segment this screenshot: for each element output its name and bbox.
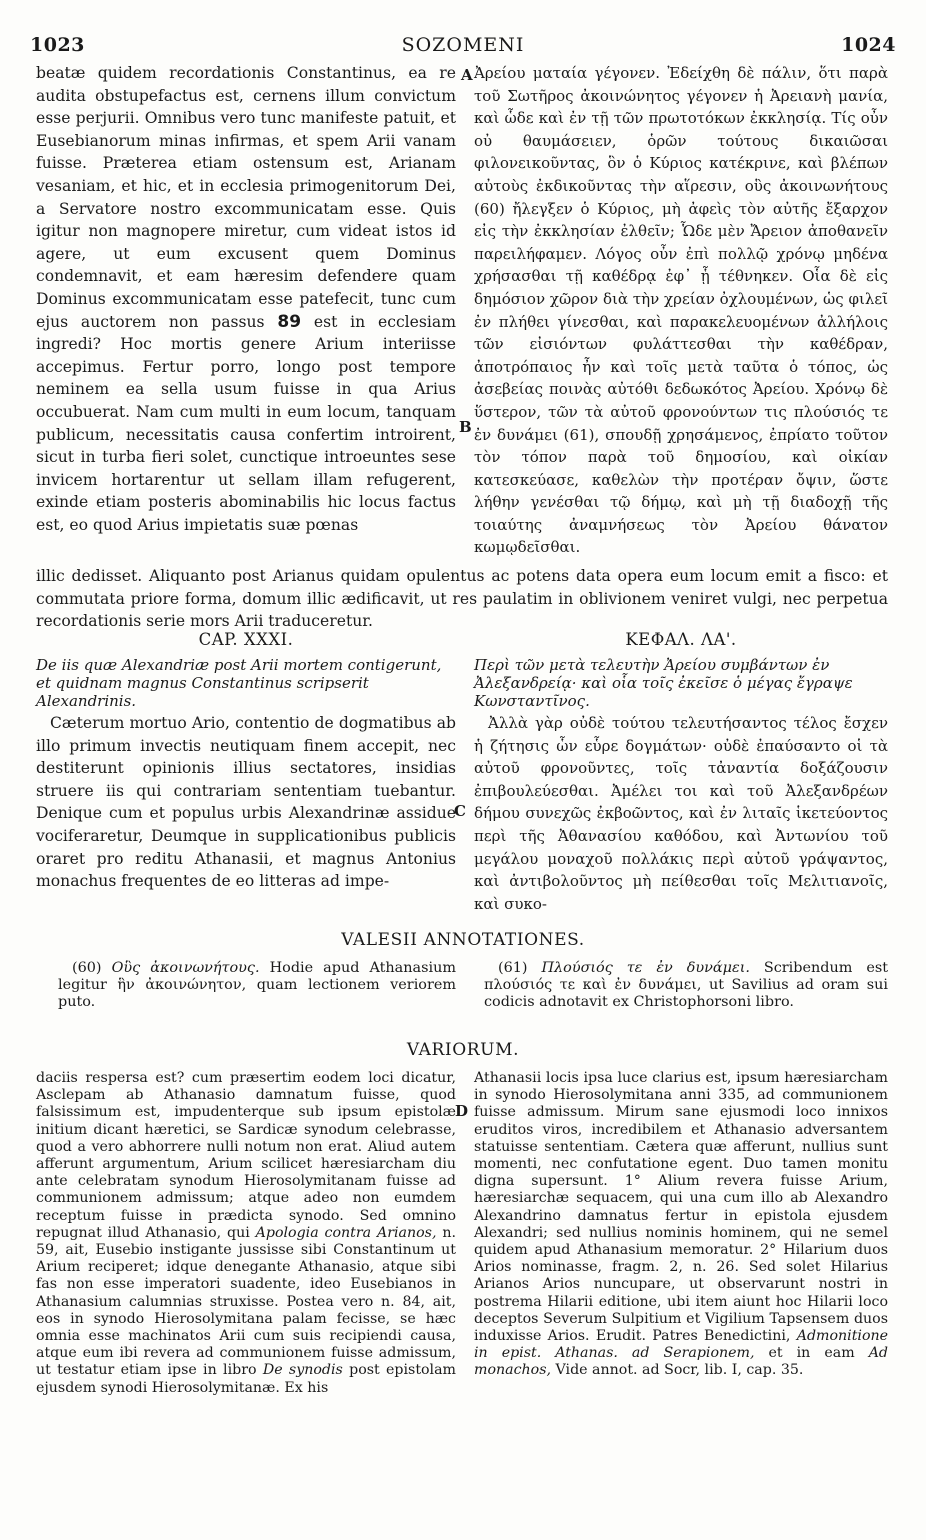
greek-paragraph: Ἀρείου ματαία γέγονεν. Ἐδείχθη δὲ πάλιν, ὅτι παρὰ τοῦ Σωτῆρος ἀκοινώνητος γέγονεν ἡ Ἀρειανὴ μανία, καὶ ὧδε καὶ ἐν τῇ τῶν πρωτοτόκων ἐκκλησίᾳ. Τίς οὖν οὐ θαυμάσειεν, ὁρῶν τούτους δικαιῶσαι φιλονεικοῦντας, ὃν ὁ Κύριος κατέκρινε, καὶ βλέπων αὐτοὺς ἐκδικοῦντας τὴν αἵρεσιν, οὓς ἀκοινωνήτους (60) ἤλεγξεν ὁ Κύριος, μὴ ἀφεὶς τὸν αὐτῆς ἔξαρχον εἰς τὴν ἐκκλησίαν ἐλθεῖν; Ὧδε μὲν Ἄρειον ἀποθανεῖν παρειλήφαμεν. Λόγος οὖν ἐπὶ πολλῷ χρόνῳ μηδένα χρήσασθαι τῇ καθέδρᾳ ἐφ᾽ ᾗ τέθνηκεν. Οἷα δὲ εἰς δημόσιον χῶρον διὰ τὴν χρείαν ὀχλουμένων, ὡς φιλεῖ ἐν πλήθει γίνεσθαι, καὶ παρακελευομένων ἀλλήλοις τῶν εἰσιόντων φυλάττεσθαι τὴν καθέδραν, ἀποτρόπαιος ἦν καὶ τοῖς μετὰ ταῦτα ὁ τόπος, ὡς ἀσεβείας ποινὰς αὐτόθι δεδωκότος Ἀρείου. Χρόνῳ δὲ ὕστερον, τῶν τὰ αὐτοῦ φρονούντων τις πλούσιός τε ἐν δυνάμει (61), σπουδῇ χρησάμενος, ἐπρίατο τοῦτον τὸν τόπον παρὰ τοῦ δημοσίου, καὶ οἰκίαν κατεσκεύασε, καθελὼν τὴν προτέραν ὄψιν, ὥστε λήθην γενέσθαι τῷ δήμῳ, καὶ μὴ τῇ διαδοχῇ τῆς τοιαύτης ἀναμνήσεως τὸν Ἀρείου θάνατον κωμῳδεῖσθαι. [474, 64, 888, 557]
variorum-right-c: Vide annot. ad Socr, lib. I, cap. 35. [555, 1362, 804, 1379]
variorum-title: VARIORUM. [406, 1040, 520, 1060]
note-60-text: Hodie apud Athanasium legitur ἣν ἀκοινώνητον, quam lectionem veriorem puto. [58, 960, 457, 1011]
chapter-desc-latin: De iis quæ Alexandriæ post Arii mortem contigerunt, et quidnam magnus Constantinus scripserit Alexandrinis. [36, 656, 442, 710]
page-number-right: 1024 [841, 34, 896, 56]
running-title: SOZOMENI [401, 34, 525, 56]
variorum-left-a: daciis respersa est? cum præsertim eodem loci dicatur, Asclepam ab Athanasio damnatum fuisse, quod falsissimum est, impudenterque sub ipsum epistolæ initium dicant hæretici, se Sardicæ synodum celebrasse, quod a vero abhorrere nulli notum non erat. Aliud autem afferunt argumentum, Arium scilicet hæresiarcham diu ante celebratam synodum Hierosolymitanam fuisse ad communionem admissum; atque adeo non eumdem receptum fuisse in prædicta synodo. Sed omnino repugnat illud Athanasio, qui [36, 1070, 456, 1241]
note-60 [58, 960, 456, 1012]
variorum-right-a: Athanasii locis ipsa luce clarius est, ipsum hæresiarcham in synodo Hierosolymitana anni 335, ad communionem fuisse admissum. Mirum sane ejusmodi loco innixos eruditos viros, incredibilem et Athanasio adversantem statuisse sententiam. Cætera quæ afferunt, nullius sunt momenti, nec confutatione egent. Duo tamen monitu digna supersunt. 1° Alium revera fuisse Arium, hæresiarchæ sequacem, qui una cum illo ab Alexandro Alexandrino damnatus fertur in epistola ejusdem Alexandri; sed nullius nominis hominem, qui ne semel quidem apud Athanasium memoratur. 2° Hilarium duos Arios nominasse, fragm. 2, n. 26. Sed solet Hilarius Arianos Arios nuncupare, ut observarunt nostri in postrema Hilarii editione, ubi item aiunt hoc Hilarii loco deceptos Severum Sulpitium et Vigilium Tapsensem duos induxisse Arios. Erudit. Patres Benedictini, [474, 1070, 888, 1345]
note-61-text: Scribendum est πλούσιός τε καὶ ἐν δυνάμει, ut Savilius ad oram sui codicis adnotavit ex Christophorsoni libro. [484, 960, 889, 1011]
chapter-text-latin: Cæterum mortuo Ario, contentio de dogmatibus ab illo primum invectis neutiquam finem accepit, nec destiterunt opinionis illius sectatores, insidias struere iis qui contrariam sententiam tuebantur. Denique cum et populus urbis Alexandrinæ assidue vociferaretur, Deumque in supplicationibus publicis oraret pro reditu Athanasii, et magnus Antonius monachus frequentes de eo litteras ad impe- [36, 714, 456, 891]
greek-column-top [474, 62, 888, 562]
chapter-desc-greek: Περὶ τῶν μετὰ τελευτὴν Ἀρείου συμβάντων ἐν Ἀλεξανδρείᾳ· καὶ οἷα τοῖς ἐκεῖσε ὁ μέγας ἔγραψε Κωνσταντῖνος. [474, 656, 853, 710]
variorum-right-b: et in eam [768, 1345, 855, 1362]
note-61 [484, 960, 888, 1012]
page-number-left: 1023 [30, 34, 85, 56]
margin-letter-d: D [455, 1102, 469, 1120]
variorum-left [36, 1070, 456, 1397]
chapter-heading-greek: ΚΕΦΑΛ. ΛΑ'. [625, 630, 737, 649]
chapter-desc-latin-box [36, 656, 456, 710]
latin-text: beatæ quidem recordationis Constantinus, ea re audita obstupefactus est, cernens illum convictum esse perjurii. Omnibus vero tunc manifeste patuit, et Eusebianorum minas infirmas, et spem Arii vanam fuisse. Præterea etiam ostensum est, Arianam vesaniam, et hic, et in ecclesia primogenitorum Dei, a Servatore nostro excommunicatam esse. Quis igitur non magnopere miretur, cum videat istos id agere, ut eum excusent quem Dominus condemnavit, et eam hæresim defendere quam Dominus excommunicatam esse patefecit, tunc cum ejus auctorem non passus [36, 64, 456, 331]
latin-continuation-text: illic dedisset. Aliquanto post Arianus quidam opulentus ac potens data opera eum locum emit a fisco: et commutata priore forma, domum illic ædificavit, ut res paulatim in oblivionem veniret vulgi, nec perpetua recordationis serie mors Arii traduceretur. [36, 567, 888, 631]
note-60-ref: (60) [72, 960, 102, 976]
chapter-text-greek-box [474, 712, 888, 913]
chapter-text-latin-box [36, 712, 456, 902]
margin-letter-a: A [461, 66, 473, 84]
latin-continuation [36, 565, 888, 633]
variorum-left-italic-1: Apologia contra Arianos, [255, 1224, 437, 1241]
margin-letter-b: B [459, 418, 472, 436]
note-61-lemma: Πλούσιός τε ἐν δυνάμει. [541, 960, 750, 976]
note-61-ref: (61) [498, 960, 528, 976]
variorum-right [474, 1070, 888, 1380]
margin-letter-c: C [454, 802, 466, 820]
page-header [30, 34, 896, 58]
chapter-desc-greek-box [474, 656, 888, 710]
page-marker: 89 [277, 311, 302, 332]
valesii-title: VALESII ANNOTATIONES. [341, 930, 585, 950]
variorum-left-c: post epistolam ejusdem synodi Hierosolymitanæ. Ex his [36, 1362, 457, 1396]
chapter-text-greek: Ἀλλὰ γὰρ οὐδὲ τούτου τελευτήσαντος τέλος ἔσχεν ἡ ζήτησις ὧν εὗρε δογμάτων· οὐδὲ ἐπαύσαντο οἱ τὰ αὐτοῦ φρονοῦντες, τοῖς τἀναντία δοξάζουσιν ἐπιβουλεύεσθαι. Ἀμέλει τοι καὶ τοῦ Ἀλεξανδρέων δήμου συνεχῶς ἐκβοῶντος, καὶ ἐν λιταῖς ἱκετεύοντος περὶ τῆς Ἀθανασίου καθόδου, καὶ Ἀντωνίου τοῦ μεγάλου μοναχοῦ πολλάκις περὶ αὐτοῦ γράψαντος, καὶ ἀντιβολοῦντος μὴ πείθεσθαι τοῖς Μελιτιανοῖς, καὶ συκο- [474, 714, 888, 913]
latin-column-top [36, 62, 456, 562]
latin-paragraph [36, 62, 456, 536]
variorum-left-italic-2: De synodis [262, 1362, 343, 1379]
variorum-right-italic-2: Ad monachos, [474, 1345, 889, 1379]
chapter-heading-latin: CAP. XXXI. [198, 630, 294, 649]
variorum-right-italic-1: Admonitione in epist. Athanas. ad Serapionem, [474, 1328, 889, 1362]
note-60-lemma: Οὓς ἀκοινωνήτους. [111, 960, 260, 976]
latin-text-cont: est in ecclesiam ingredi? Hoc mortis genere Arium interiisse accepimus. Fertur porro, longo post tempore neminem ea sella usum fuisse in qua Arius occubuerat. Nam cum multi in eum locum, tanquam publicum, necessitatis causa confertim introirent, sicut in turba fieri solet, cunctique introeuntes sese invicem hortarentur ut sellam illam refugerent, exinde etiam posteris abominabilis hic locus factus est, eo quod Arius impietatis suæ pœnas [36, 312, 456, 534]
variorum-left-b: n. 59, ait, Eusebio instigante jussisse sibi Constantinum ut Arium reciperet; idque denegante Athanasio, atque sibi fas non esse imperatori suadente, ideo Eusebianos in Athanasium calumnias struxisse. Postea vero n. 84, ait, eos in synodo Hierosolymitana palam fecisse, se hæc omnia esse machinatos Arii cum suis recipiendi causa, atque eum ibi revera ad communionem fuisse admissum, ut testatur etiam ipse in libro [36, 1224, 456, 1379]
